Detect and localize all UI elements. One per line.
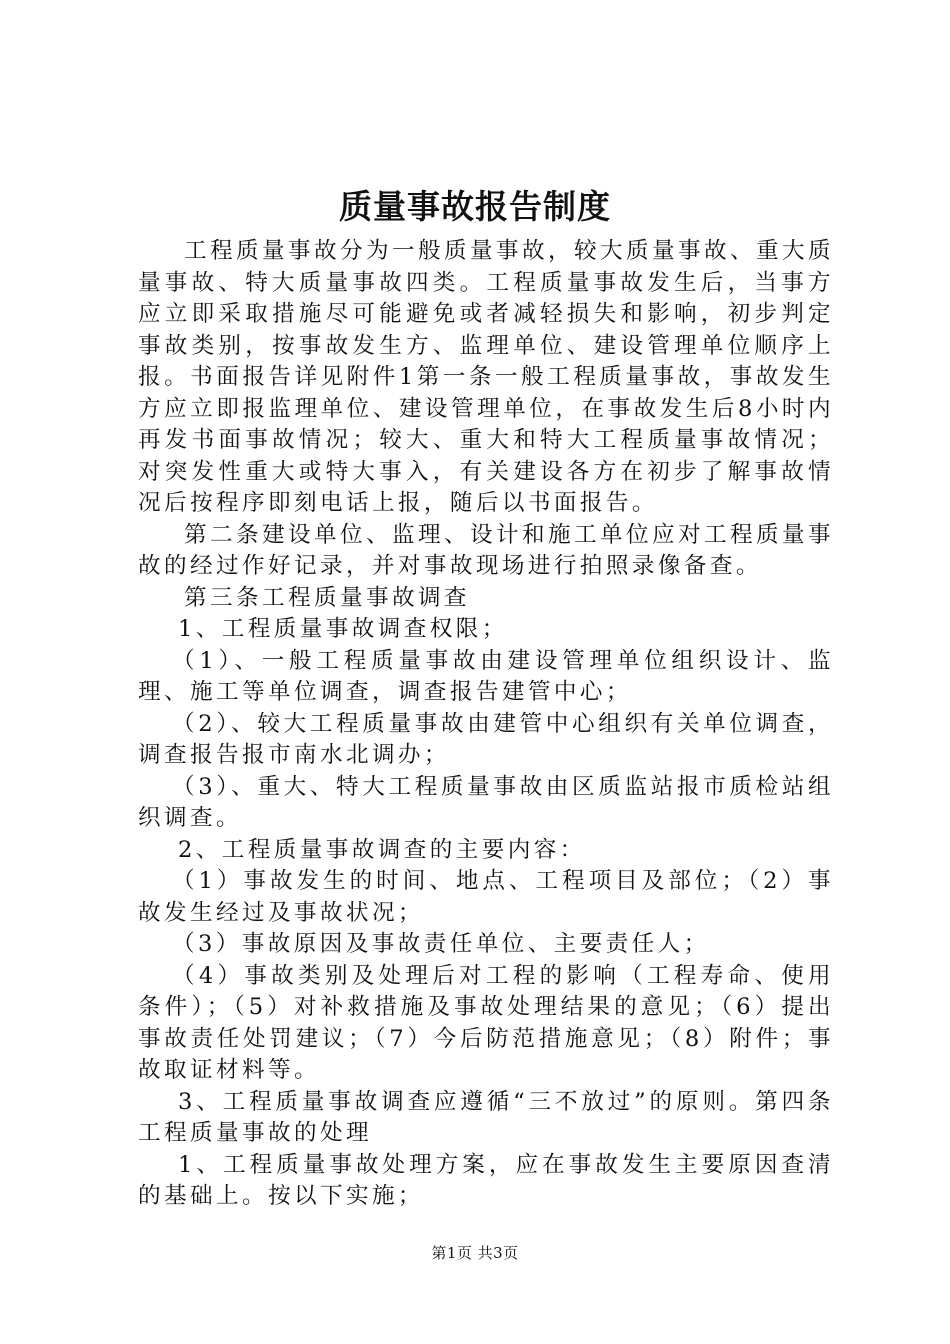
paragraph-authority-item-3: （3）、重大、特大工程质量事故由区质监站报市质检站组织调查。	[138, 773, 834, 831]
document-body	[138, 236, 834, 1213]
paragraph-authority-item-1: （1）、一般工程质量事故由建设管理单位组织设计、监理、施工等单位调查，调查报告建管中心；	[138, 647, 834, 705]
paragraph-content-item-3: （3）事故原因及事故责任单位、主要责任人；	[172, 931, 710, 957]
paragraph-authority-item-2: （2）、较大工程质量事故由建管中心组织有关单位调查，调查报告报市南水北调办；	[138, 710, 834, 768]
document-title: 质量事故报告制度	[339, 187, 611, 226]
paragraph-investigation-principle: 3、工程质量事故调查应遵循“三不放过”的原则。第四条工程质量事故的处理	[138, 1088, 834, 1146]
paragraph-investigation-authority: 1、工程质量事故调查权限；	[178, 616, 508, 642]
paragraph-article-2: 第二条建设单位、监理、设计和施工单位应对工程质量事故的经过作好记录，并对事故现场进行拍照录像备查。	[138, 521, 834, 579]
paragraph-investigation-content: 2、工程质量事故调查的主要内容：	[178, 836, 586, 863]
paragraph-article-3-heading: 第三条工程质量事故调查	[184, 584, 470, 611]
paragraph-content-items-4-8: （4）事故类别及处理后对工程的影响（工程寿命、使用条件）；（5）对补救措施及事故处理结果的意见；（6）提出事故责任处罚建议；（7）今后防范措施意见；（8）附件；事故取证材料等。	[138, 962, 834, 1083]
paragraph-intro: 工程质量事故分为一般质量事故，较大质量事故、重大质量事故、特大质量事故四类。工程质量事故发生后，当事方应立即采取措施尽可能避免或者减轻损失和影响，初步判定事故类别，按事故发生方、监理单位、建设管理单位顺序上报。书面报告详见附件1第一条一般工程质量事故，事故发生方应立即报监理单位、建设管理单位，在事故发生后8小时内再发书面事故情况；较大、重大和特大工程质量事故情况；对突发性重大或特大事入，有关建设各方在初步了解事故情况后按程序即刻电话上报，随后以书面报告。	[138, 238, 834, 516]
paragraph-handling-plan: 1、工程质量事故处理方案，应在事故发生主要原因查清的基础上。按以下实施；	[138, 1151, 834, 1209]
page-footer: 第1页 共3页	[431, 1244, 519, 1262]
paragraph-content-items-1-2: （1）事故发生的时间、地点、工程项目及部位；（2）事故发生经过及事故状况；	[138, 868, 834, 926]
